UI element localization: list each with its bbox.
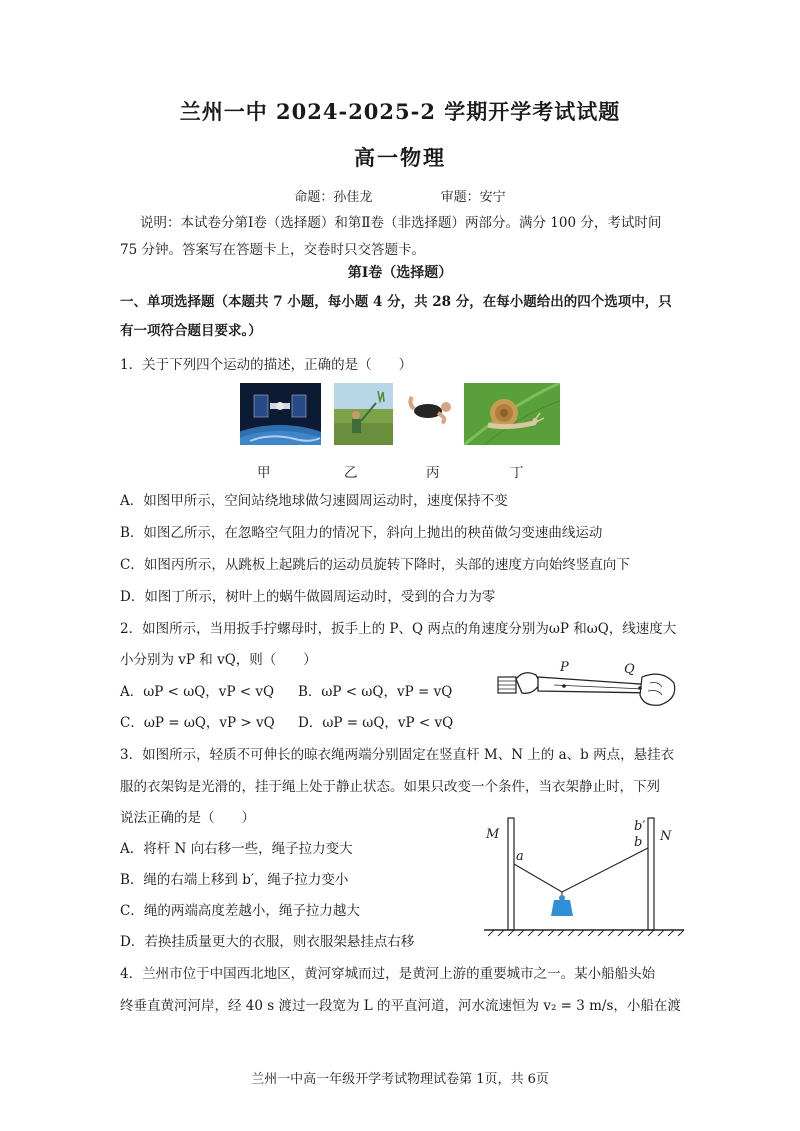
part1-line-1: 一、单项选择题（本题共 7 小题，每小题 4 分，共 28 分，在每小题给出的四个选项中，只 <box>120 294 672 310</box>
q3-stem-3: 说法正确的是（ ） <box>120 810 255 826</box>
wrench-figure <box>494 655 684 717</box>
q2-stem-2: 小分别为 vP 和 vQ，则（ ） <box>120 652 317 668</box>
snail-leaf-image <box>464 383 560 445</box>
section-heading: 第Ⅰ卷（选择题） <box>347 265 453 281</box>
diver-image <box>402 383 460 445</box>
q2-option-c: C．ωP = ωQ，vP > vQ <box>120 715 275 731</box>
caption-bing: 丙 <box>426 465 440 481</box>
q3-stem-1: 3．如图所示，轻质不可伸长的晾衣绳两端分别固定在竖直杆 M、N 上的 a、b 两点，悬挂衣 <box>120 747 675 763</box>
q2-option-b: B．ωP < ωQ，vP = vQ <box>298 684 453 700</box>
q3-option-d: D．若换挂质量更大的衣服，则衣服架悬挂点右移 <box>120 934 415 950</box>
exam-title: 兰州一中 2024-2025-2 学期开学考试试题 <box>179 99 621 124</box>
exam-subtitle: 高一物理 <box>354 145 446 170</box>
q3-option-c: C．绳的两端高度差越小，绳子拉力越大 <box>120 903 360 919</box>
label-p: P <box>560 660 569 675</box>
q1-option-d: D．如图丁所示，树叶上的蜗牛做圆周运动时，受到的合力为零 <box>120 589 496 605</box>
label-b: b <box>634 835 643 850</box>
q4-line-1: 4．兰州市位于中国西北地区，黄河穿城而过，是黄河上游的重要城市之一。某小船船头始 <box>120 966 656 982</box>
label-m: M <box>486 827 500 842</box>
q3-stem-2: 服的衣架钩是光滑的，挂于绳上处于静止状态。如果只改变一个条件，当衣架静止时，下列 <box>120 779 660 795</box>
seedling-throw-image <box>334 383 393 445</box>
q4-line-2: 终垂直黄河河岸，经 40 s 渡过一段宽为 L 的平直河道，河水流速恒为 v₂ = 3 m/s，小船在渡 <box>120 998 681 1014</box>
q2-option-a: A．ωP < ωQ，vP < vQ <box>120 684 275 700</box>
q1-option-a: A．如图甲所示，空间站绕地球做匀速圆周运动时，速度保持不变 <box>120 493 508 509</box>
part1-line-2: 有一项符合题目要求。） <box>120 323 262 339</box>
q3-option-b: B．绳的右端上移到 b′，绳子拉力变小 <box>120 872 349 888</box>
author-line <box>0 186 800 205</box>
page-footer: 兰州一中高一年级开学考试物理试卷第 1页，共 6页 <box>251 1072 549 1087</box>
author: 命题：孙佳龙 <box>294 190 373 205</box>
label-a: a <box>516 849 524 864</box>
label-n: N <box>660 829 672 844</box>
label-q: Q <box>624 662 635 677</box>
reviewer: 审题：安宁 <box>440 190 506 205</box>
q2-stem-1: 2．如图所示，当用扳手拧螺母时，扳手上的 P、Q 两点的角速度分别为ωP 和ωQ，线速度大 <box>120 621 677 637</box>
caption-yi: 乙 <box>344 465 358 481</box>
q1-option-b: B．如图乙所示，在忽略空气阻力的情况下，斜向上抛出的秧苗做匀变速曲线运动 <box>120 525 603 541</box>
space-station-image <box>240 383 321 445</box>
caption-ding: 丁 <box>510 465 524 481</box>
intro-line-2: 75 分钟。答案写在答题卡上，交卷时只交答题卡。 <box>120 242 425 258</box>
intro-line-1: 说明：本试卷分第Ⅰ卷（选择题）和第Ⅱ卷（非选择题）两部分。满分 100 分，考试时间 <box>140 215 662 231</box>
label-b-prime: b′ <box>634 819 646 834</box>
q1-option-c: C．如图丙所示，从跳板上起跳后的运动员旋转下降时，头部的速度方向始终竖直向下 <box>120 557 630 573</box>
q1-stem: 1．关于下列四个运动的描述，正确的是（ ） <box>120 357 413 373</box>
caption-jia: 甲 <box>257 465 271 481</box>
q2-option-d: D．ωP = ωQ，vP < vQ <box>298 715 454 731</box>
clothesline-figure <box>484 812 694 942</box>
q3-option-a: A．将杆 N 向右移一些，绳子拉力变大 <box>120 841 353 857</box>
